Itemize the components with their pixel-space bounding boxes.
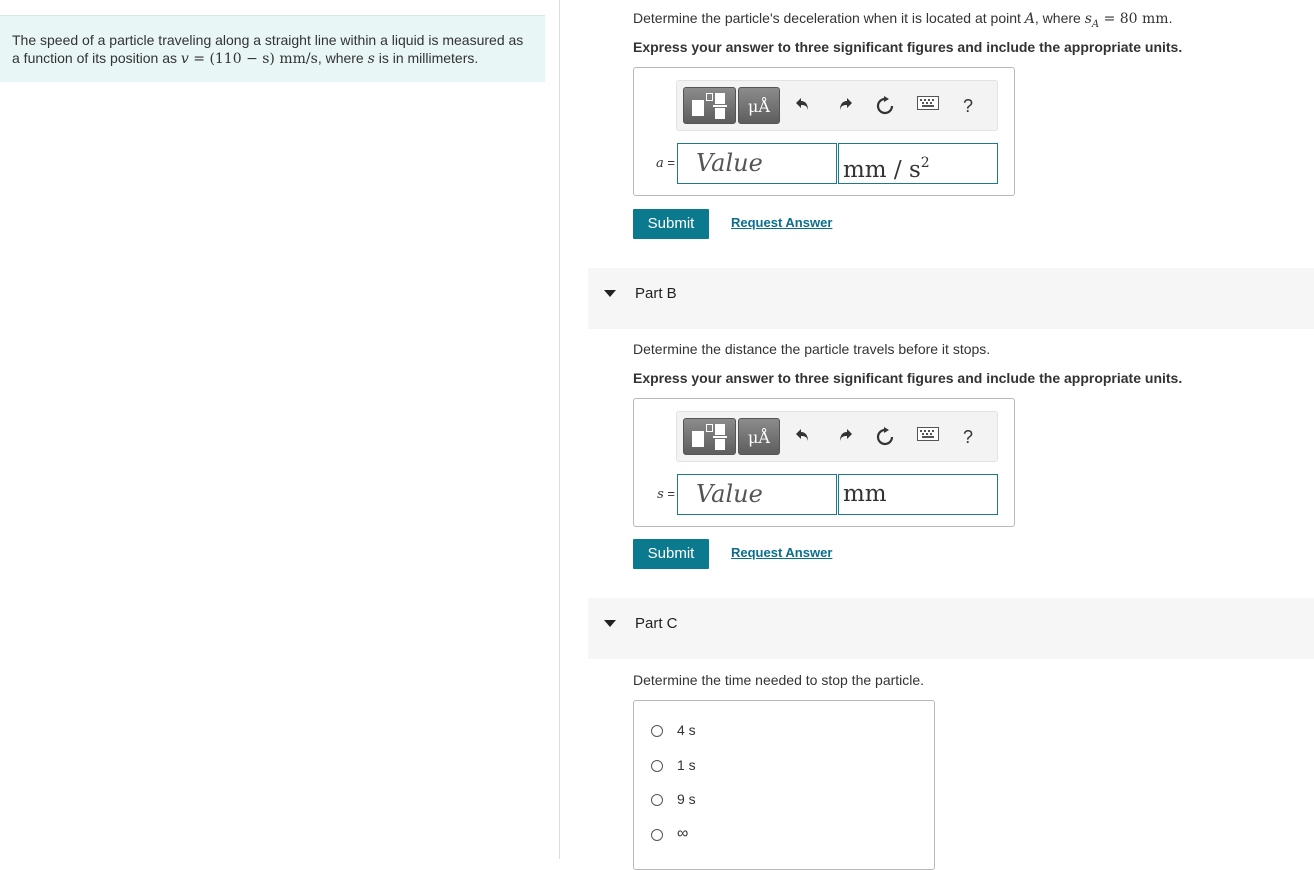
- part-b-request-answer-link[interactable]: Request Answer: [731, 545, 833, 560]
- undo-icon[interactable]: [792, 427, 814, 447]
- part-c-choices: 4 s 1 s 9 s ∞: [633, 700, 935, 870]
- radio-button[interactable]: [651, 725, 663, 737]
- radio-button[interactable]: [651, 794, 663, 806]
- undo-icon[interactable]: [792, 96, 814, 116]
- part-b-answer-box: [633, 398, 1015, 527]
- part-a-request-answer-link[interactable]: Request Answer: [731, 215, 833, 230]
- help-icon[interactable]: ?: [962, 96, 973, 116]
- part-a-math-toolbar: [676, 80, 998, 131]
- part-a-variable-label: a =: [656, 155, 675, 171]
- part-b-instruction: Express your answer to three significant figures and include the appropriate units.: [633, 370, 1183, 386]
- part-a-units-input[interactable]: mm / $s^2$: [838, 143, 998, 184]
- panel-divider: [559, 0, 560, 859]
- part-a-value-input[interactable]: Value: [677, 143, 837, 184]
- part-b-submit-button[interactable]: Submit: [633, 539, 709, 569]
- part-b-prompt: Determine the distance the particle travels before it stops.: [633, 341, 991, 357]
- keyboard-icon[interactable]: [917, 427, 939, 447]
- radio-button[interactable]: [651, 760, 663, 772]
- redo-icon[interactable]: [834, 427, 856, 447]
- problem-statement: The speed of a particle traveling along a straight line within a liquid is measured as a function of its position as v = (110 − s) mm/s, where s is in millimeters.: [0, 15, 545, 82]
- units-button[interactable]: μÅ: [738, 418, 780, 455]
- keyboard-icon[interactable]: [917, 96, 939, 116]
- units-button[interactable]: μÅ: [738, 87, 780, 124]
- part-b-units-input[interactable]: mm: [838, 474, 998, 515]
- part-a-answer-box: [633, 67, 1015, 196]
- part-b-math-toolbar: [676, 411, 998, 462]
- part-a-instruction: Express your answer to three significant figures and include the appropriate units.: [633, 39, 1183, 55]
- radio-button[interactable]: [651, 829, 663, 841]
- reset-icon[interactable]: [874, 96, 896, 116]
- collapse-caret-icon: [604, 620, 616, 627]
- part-b-title: Part B: [635, 285, 677, 302]
- part-b-variable-label: s =: [657, 486, 675, 502]
- collapse-caret-icon: [604, 290, 616, 297]
- redo-icon[interactable]: [834, 96, 856, 116]
- part-b-header[interactable]: [588, 268, 1314, 329]
- part-a-submit-button[interactable]: Submit: [633, 209, 709, 239]
- part-a-prompt: Determine the particle's deceleration when it is located at point A, where $s_A = 80$ mm.: [633, 10, 1173, 30]
- templates-button[interactable]: [683, 418, 736, 455]
- templates-button[interactable]: [683, 87, 736, 124]
- speed-equation: v = (110 − s) mm/s: [180, 51, 318, 67]
- part-c-header[interactable]: [588, 598, 1314, 659]
- part-c-title: Part C: [635, 615, 678, 632]
- reset-icon[interactable]: [874, 427, 896, 447]
- help-icon[interactable]: ?: [962, 427, 973, 447]
- part-b-value-input[interactable]: Value: [677, 474, 837, 515]
- part-c-prompt: Determine the time needed to stop the particle.: [633, 672, 925, 688]
- problem-text-prefix: The speed of a particle traveling along a straight line within a liquid is measured as a function of its position as: [12, 32, 524, 66]
